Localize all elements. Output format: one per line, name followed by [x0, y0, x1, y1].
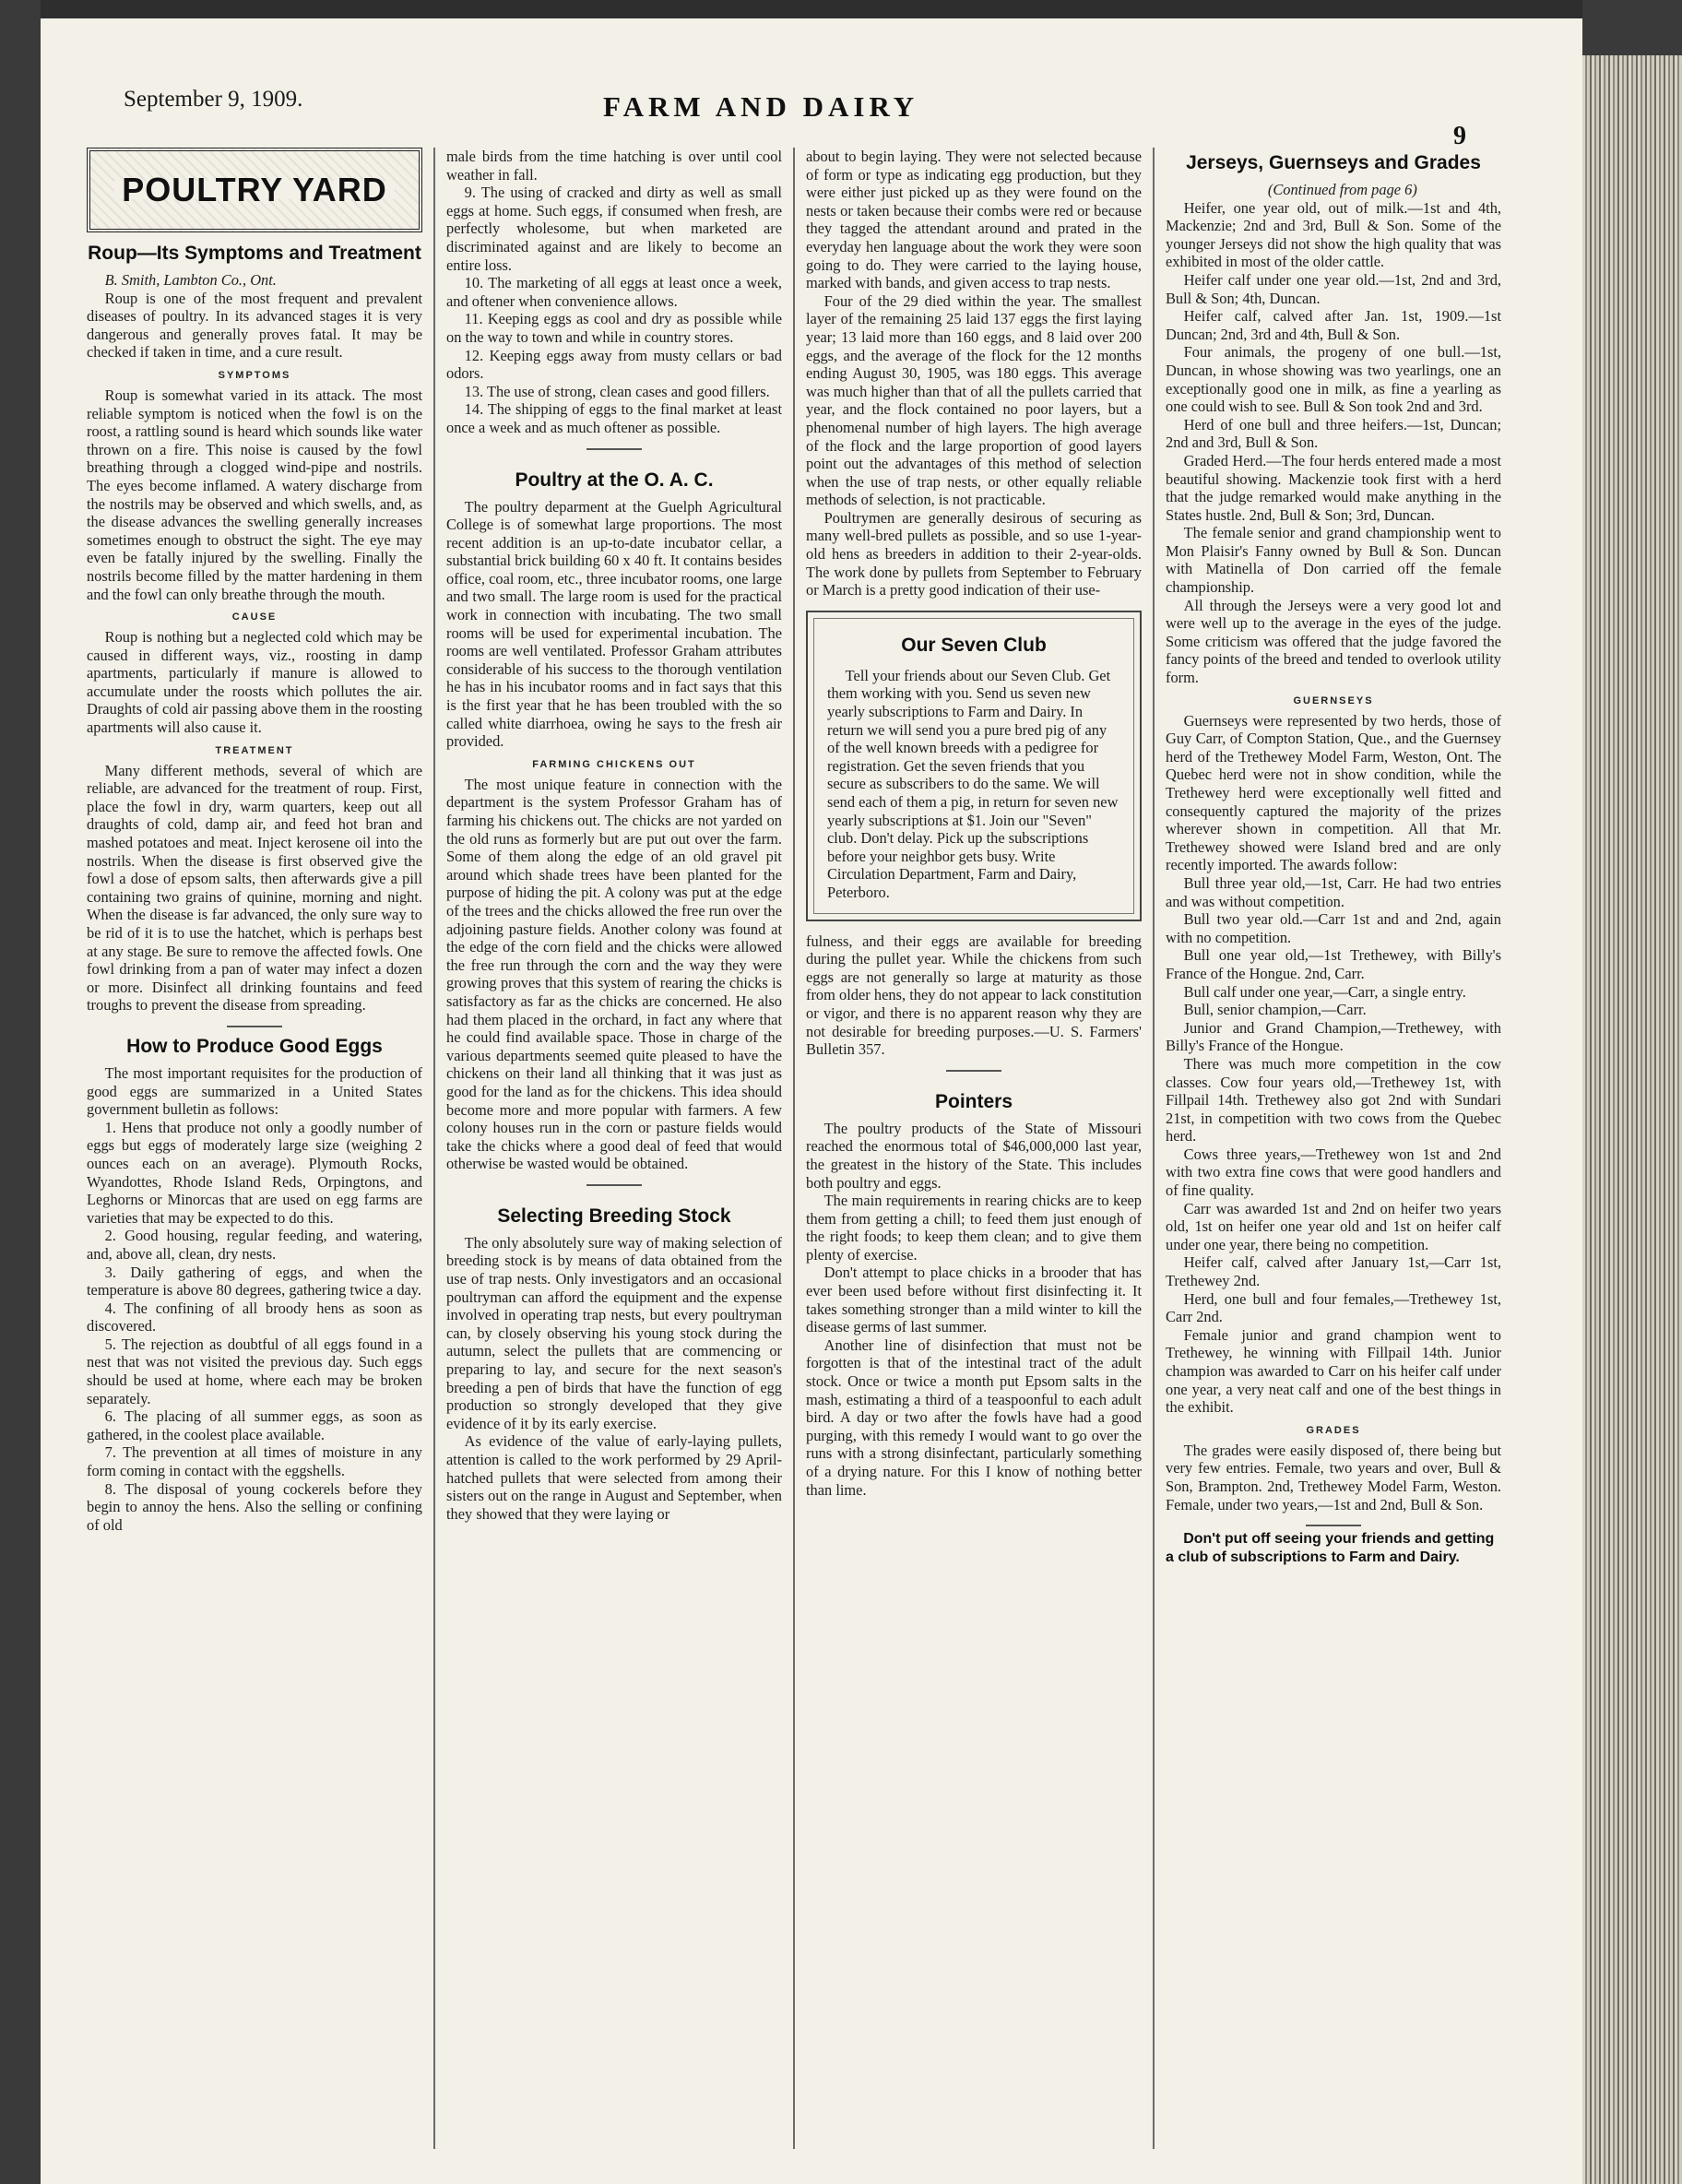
- breeding-stock-text: The only absolutely sure way of making selection of breeding stock is by means of data obtained from the use of trap nests. Only investigators and an occasional poultryman can afford the equipment and the expense involved in operating trap nests, but every poultryman can, by closely observing his young stock during the autumn, select the pullets that are commencing or preparing to lay, and secure for the next season's breeding a pen of birds that have the function of egg production so strongly developed that they give evidence of it by its early exercise.: [446, 1233, 782, 1432]
- roup-intro: Roup is one of the most frequent and prevalent diseases of poultry. In its advanced stages it is very dangerous and generally proves fatal. It may be checked if taken in time, and a cure result.: [87, 289, 422, 362]
- poultry-yard-banner: [87, 148, 422, 232]
- egg-item: 3. Daily gathering of eggs, and when the temperature is above 80 degrees, gathering twice a day.: [87, 1263, 422, 1300]
- egg-item: 7. The prevention at all times of moisture in any form coming in contact with the eggshells.: [87, 1443, 422, 1480]
- pointers-text: The main requirements in rearing chicks are to keep them from getting a chill; to feed them just enough of the right foods; to keep them clean; and to give them plenty of exercise.: [806, 1192, 1142, 1264]
- egg-item: 8. The disposal of young cockerels before they begin to annoy the hens. Also the selling or confining of old: [87, 1479, 422, 1534]
- continued-note: (Continued from page 6): [1267, 181, 1417, 198]
- breeding-stock-text: fulness, and their eggs are available for breeding during the pullet year. While the chickens from such eggs are not generally so large at maturity as those from older hens, they do not appear to lack constitution or vigor, and there is no apparent reason why they are not desirable for breeding purposes.—U. S. Farmers' Bulletin 357.: [806, 932, 1142, 1059]
- roup-byline: B. Smith, Lambton Co., Ont.: [104, 271, 277, 289]
- guernseys-heading: GUERNSEYS: [1293, 694, 1374, 706]
- jerseys-text: Heifer, one year old, out of milk.—1st and 4th, Mackenzie; 2nd and 3rd, Bull & Son. Some of the younger Jerseys did not show the high quality that was exhibited in most of the older cattle.: [1166, 198, 1501, 271]
- banner-title: POULTRY YARD: [114, 181, 394, 199]
- treatment-text: Many different methods, several of which are reliable, are advanced for the treatment of roup. First, place the fowl in dry, warm quarters, keep out all draughts of cold, damp air, and feed hot bran and mashed potatoes and meat. Inject kerosene oil into the nostrils. When the disease is first observed give the fowl a dose of epsom salts, then afterwards give a pill containing two grains of quinine, morning and night. When the disease is far advanced, the only sure way to be rid of it is to use the hatchet, which is perhaps best at any stage. Be sure to remove the affected fowls. One fowl drinking from a pan of water may infect a dozen or more. Disinfect all drinking fountains and feed troughs to prevent the disease from spreading.: [87, 761, 422, 1015]
- scan-border-top: [0, 0, 1682, 18]
- cause-text: Roup is nothing but a neglected cold which may be caused in different ways, viz., roosting in damp apartments, particularly if manure is allowed to accumulate under the roosts which pollutes the air. Draughts of cold air passing above them in the roosting apartments will also cause it.: [87, 628, 422, 737]
- pointers-text: The poultry products of the State of Missouri reached the enormous total of $46,000,000 last year, the greatest in the history of the State. This includes both poultry and eggs.: [806, 1119, 1142, 1192]
- egg-item: 11. Keeping eggs as cool and dry as possible while on the way to town and while in country stores.: [446, 310, 782, 346]
- page-number: 9: [1453, 122, 1466, 150]
- pointers-title: Pointers: [934, 1090, 1013, 1112]
- egg-item: 13. The use of strong, clean cases and good fillers.: [464, 382, 770, 400]
- pointers-text: Don't attempt to place chicks in a brooder that has ever been used before without first disinfecting it. It takes something stronger than a mild winter to kill the disease germs of last summer.: [806, 1264, 1142, 1336]
- section-divider: [227, 1026, 282, 1027]
- guernseys-text: Bull one year old,—1st Trethewey, with Billy's France of the Hongue. 2nd, Carr.: [1166, 946, 1501, 982]
- egg-item: 12. Keeping eggs away from musty cellars or bad odors.: [446, 346, 782, 383]
- jerseys-text: The female senior and grand championship went to Mon Plaisir's Fanny owned by Bull & Son. Duncan with Matinella of Don carried off the female championship.: [1166, 524, 1501, 597]
- breeding-stock-text: Poultrymen are generally desirous of securing as many well-bred pullets as possible, and so use 1-year-old hens as breeders in addition to their 2-year-olds. The work done by pullets from September to February or March is a pretty good indication of their use-: [806, 508, 1142, 599]
- breeding-stock-text: Four of the 29 died within the year. The smallest layer of the remaining 25 laid 137 eggs the first laying year; 13 laid more than 160 eggs, and 8 laid over 200 eggs, and the average of the flock for the 12 months ending August 30, 1905, was 180 eggs. This average was much higher than that of all the pullets carried that year, and the flock contained no poor layers, but a phenomenal number of high layers. The high average of the flock and the large proportion of good layers point out the advantages of this method of selection when the use of trap nests, or other equally reliable methods of selection, is not practicable.: [806, 291, 1142, 509]
- roup-article-title: Roup—Its Symptoms and Treatment: [88, 243, 421, 264]
- symptoms-text: Roup is somewhat varied in its attack. The most reliable symptom is noticed when the fowl is on the roost, a rattling sound is heard which sounds like water thrown on a fire. This noise is caused by the fowl breathing through a clogged wind-pipe and nostrils. The eyes become inflamed. A watery discharge from the nostrils may be observed and which swells, and, as the disease advances the swelling generally increases sometimes enough to obstruct the sight. The eye may even be fatally injured by the swelling. Finally the nostrils become filled by the matter hardening in them and the fowl can only breathe through the mouth.: [87, 386, 422, 603]
- seven-club-text: Tell your friends about our Seven Club. Get them working with you. Send us seven new yearly subscriptions to Farm and Dairy. In return we will send you a pure bred pig of any of the well known breeds with a pedigree for registration. Get the seven friends that you secure as subscribers to do the same. We will send each of them a pig, in return for seven new yearly subscriptions at $1. Join our "Seven" club. Don't delay. Pick up the subscriptions before your neighbor gets busy. Write Circulation Department, Farm and Dairy, Peterboro.: [827, 666, 1119, 901]
- subscription-notice: Don't put off seeing your friends and getting a club of subscriptions to Farm and Dairy.: [1166, 1531, 1495, 1566]
- book-spine-edge: [1582, 0, 1682, 2184]
- guernseys-text: Guernseys were represented by two herds, those of Guy Carr, of Compton Station, Que., and the Guernsey herd of the Trethewey Model Farm, Weston, Ont. The Quebec herd were not in show condition, while the Trethewey herd were exceptionally well fitted and consequently captured the majority of the prizes wherever shown in competition. All that Mr. Trethewey showed were Island bred and are only recently imported. The awards follow:: [1166, 711, 1501, 874]
- guernseys-text: Heifer calf, calved after January 1st,—Carr 1st, Trethewey 2nd.: [1166, 1253, 1501, 1290]
- guernseys-text: Herd, one bull and four females,—Trethewey 1st, Carr 2nd.: [1166, 1289, 1501, 1326]
- treatment-heading: TREATMENT: [215, 744, 294, 756]
- oac-article-title: Poultry at the O. A. C.: [515, 469, 714, 491]
- section-divider: [586, 448, 642, 450]
- symptoms-heading: SYMPTOMS: [218, 369, 291, 381]
- section-divider: [586, 1184, 642, 1186]
- column-rule: [793, 148, 795, 2149]
- jerseys-text: Herd of one bull and three heifers.—1st, Duncan; 2nd and 3rd, Bull & Son.: [1166, 415, 1501, 452]
- seven-club-title: Our Seven Club: [901, 634, 1047, 656]
- guernseys-text: Cows three years,—Trethewey won 1st and 2nd with two extra fine cows that were good handlers and of fine quality.: [1166, 1145, 1501, 1200]
- column-rule: [433, 148, 435, 2149]
- jerseys-text: Four animals, the progeny of one bull.—1st, Duncan, in whose showing was two yearlings, one an exceptionally good one in milk, as fine a yearling as one could wish to see. Bull & Son took 2nd and 3rd.: [1166, 343, 1501, 416]
- egg-item: 9. The using of cracked and dirty as well as small eggs at home. Such eggs, if consumed when fresh, are perfectly wholesome, but when marketed are discriminated against and are likely to become an entire loss.: [446, 184, 782, 274]
- egg-item: 4. The confining of all broody hens as soon as discovered.: [87, 1299, 422, 1335]
- guernseys-text: Bull, senior champion,—Carr.: [1183, 1001, 1367, 1019]
- breeding-stock-title: Selecting Breeding Stock: [497, 1205, 731, 1227]
- column-rule: [1153, 148, 1155, 2149]
- pointers-text: Another line of disinfection that must not be forgotten is that of the intestinal tract of the adult stock. Once or twice a month put Epsom salts in the mash, estimating a third of a teaspoonful to each adult bird. A day or two after the fowls have had a good purging, with this remedy I would want to go over the runs with a strong disinfectant, particularly something of a drying nature. For this I know of nothing better than lime.: [806, 1335, 1142, 1499]
- farming-chickens-heading: FARMING CHICKENS OUT: [532, 758, 696, 770]
- jerseys-text: All through the Jerseys were a very good lot and were well up to the average in the eyes of the judge. Some criticism was offered that the judge favored the fancy points of the breed and tended to overlook utility form.: [1166, 596, 1501, 687]
- seven-club-box-inner: [813, 618, 1134, 914]
- masthead-title: FARM AND DAIRY: [603, 90, 919, 123]
- breeding-stock-text: about to begin laying. They were not selected because of form or type as indicating egg production, but they were either just picked up as they were found on the nests or taken because their combs were red or because they tagged the attendant around and prated in the everyday hen language about the work they were soon going to do. They were carried to the laying house, marked with bands, and given access to trap nests.: [806, 148, 1142, 292]
- column-1: [87, 148, 422, 2149]
- guernseys-text: Junior and Grand Champion,—Trethewey, with Billy's France of the Hongue.: [1166, 1018, 1501, 1055]
- guernseys-text: Bull calf under one year,—Carr, a single entry.: [1183, 982, 1466, 1001]
- section-divider: [1306, 1525, 1361, 1526]
- jerseys-text: Graded Herd.—The four herds entered made a most beautiful showing. Mackenzie took first with a herd that the judge remarked would make anything in the States hustle. 2nd, Bull & Son; 3rd, Duncan.: [1166, 451, 1501, 524]
- guernseys-text: There was much more competition in the cow classes. Cow four years old,—Trethewey 1st, with Fillpail 14th. Trethewey also got 2nd with Sundari 21st, in competition with two cows from the Quebec herd.: [1166, 1054, 1501, 1145]
- scan-border-left: [0, 0, 41, 2184]
- egg-item: 14. The shipping of eggs to the final market at least once a week and as much oftener as possible.: [446, 400, 782, 436]
- column-4: [1166, 148, 1501, 2149]
- farming-chickens-text: The most unique feature in connection with the department is the system Professor Graham has of farming his chickens out. The chicks are not yarded on the old runs as formerly but are put out over the farm. Some of them along the edge of an old gravel pit around which shade trees have been planted for the purpose of hiding the pit. A colony was put at the edge of the trees and the chicks allowed the free run over the adjoining pasture fields. Another colony was found at the edge of the corn field and the chicks were allowed the free run through the corn and the way they were growing proves that this system of rearing the chicks is satisfactory as far as the chicks are concerned. He also had them placed in the orchard, in fact any where that he could find available space. Those in charge of the various departments seemed quite pleased to have the chickens on their land all thinking that it was just as good for the land as for the chickens. This idea should become more and more popular with farmers. A few colony houses run in the corn or pasture fields would take the chicks where a good deal of feed that would otherwise be wasted would be obtained.: [446, 775, 782, 1173]
- egg-item: male birds from the time hatching is over until cool weather in fall.: [446, 148, 782, 184]
- egg-item: 1. Hens that produce not only a goodly number of eggs but eggs of moderately large size (weighing 2 ounces each on an average). Plymouth Rocks, Wyandottes, Rhode Island Reds, Orpingtons, and Leghorns or Minorcas that are used on egg farms are varieties that may be expected to do this.: [87, 1118, 422, 1227]
- page-header: [87, 87, 1470, 150]
- breeding-stock-text: As evidence of the value of early-laying pullets, attention is called to the work performed by 29 April-hatched pullets that were selected from among their sisters out on the range in August and September, when they showed that they were laying or: [446, 1432, 782, 1523]
- guernseys-text: Bull three year old,—1st, Carr. He had two entries and was without competition.: [1166, 873, 1501, 910]
- jerseys-text: Heifer calf under one year old.—1st, 2nd and 3rd, Bull & Son; 4th, Duncan.: [1166, 270, 1501, 307]
- jerseys-text: Heifer calf, calved after Jan. 1st, 1909.—1st Duncan; 2nd, 3rd and 4th, Bull & Son.: [1166, 307, 1501, 343]
- issue-date: September 9, 1909.: [124, 87, 303, 112]
- grades-heading: GRADES: [1306, 1424, 1361, 1436]
- oac-text: The poultry deparment at the Guelph Agricultural College is of somewhat large proportions. The most recent addition is an up-to-date incubator cellar, a substantial brick building 60 x 40 ft. It contains besides office, coal room, etc., three incubator rooms, one large and two small. The large room is used for the practical work in connection with incubating. The two small rooms will be used for experimental incubation. The rooms are well ventilated. Professor Graham attributes considerable of his success to the thorough ventilation he has in his incubator rooms and in fact says that this is the first year that he has been troubled with the so called white diarrhoea, owing he says to the fresh air provided.: [446, 497, 782, 751]
- good-eggs-intro: The most important requisites for the production of good eggs are summarized in a United States government bulletin as follows:: [87, 1063, 422, 1119]
- cause-heading: CAUSE: [231, 611, 278, 623]
- egg-item: 10. The marketing of all eggs at least once a week, and oftener when convenience allows.: [446, 274, 782, 310]
- column-2: [446, 148, 782, 2149]
- good-eggs-title: How to Produce Good Eggs: [126, 1035, 383, 1057]
- column-3: [806, 148, 1142, 2149]
- guernseys-text: Female junior and grand champion went to Trethewey, he winning with Fillpail 14th. Junior champion was awarded to Carr on his heifer calf under one year, a very neat calf and one of the best things in the exhibit.: [1166, 1325, 1501, 1417]
- grades-text: The grades were easily disposed of, there being but very few entries. Female, two years and over, Bull & Son, Brampton. 2nd, Trethewey Model Farm, Weston. Female, under two years,—1st and 2nd, Bull & Son.: [1166, 1441, 1501, 1513]
- guernseys-text: Carr was awarded 1st and 2nd on heifer two years old, 1st on heifer one year old and 1st on heifer calf under one year, there being no competition.: [1166, 1199, 1501, 1253]
- jerseys-article-title: Jerseys, Guernseys and Grades: [1186, 152, 1481, 173]
- section-divider: [946, 1070, 1001, 1072]
- scan-corner: [1582, 0, 1682, 55]
- egg-item: 5. The rejection as doubtful of all eggs found in a nest that was not visited the previous day. Such eggs should be used at home, where each may be broken separately.: [87, 1335, 422, 1407]
- seven-club-box: [806, 611, 1142, 921]
- egg-item: 2. Good housing, regular feeding, and watering, and, above all, clean, dry nests.: [87, 1227, 422, 1263]
- egg-item: 6. The placing of all summer eggs, as soon as gathered, in the coolest place available.: [87, 1407, 422, 1443]
- guernseys-text: Bull two year old.—Carr 1st and and 2nd, again with no competition.: [1166, 910, 1501, 946]
